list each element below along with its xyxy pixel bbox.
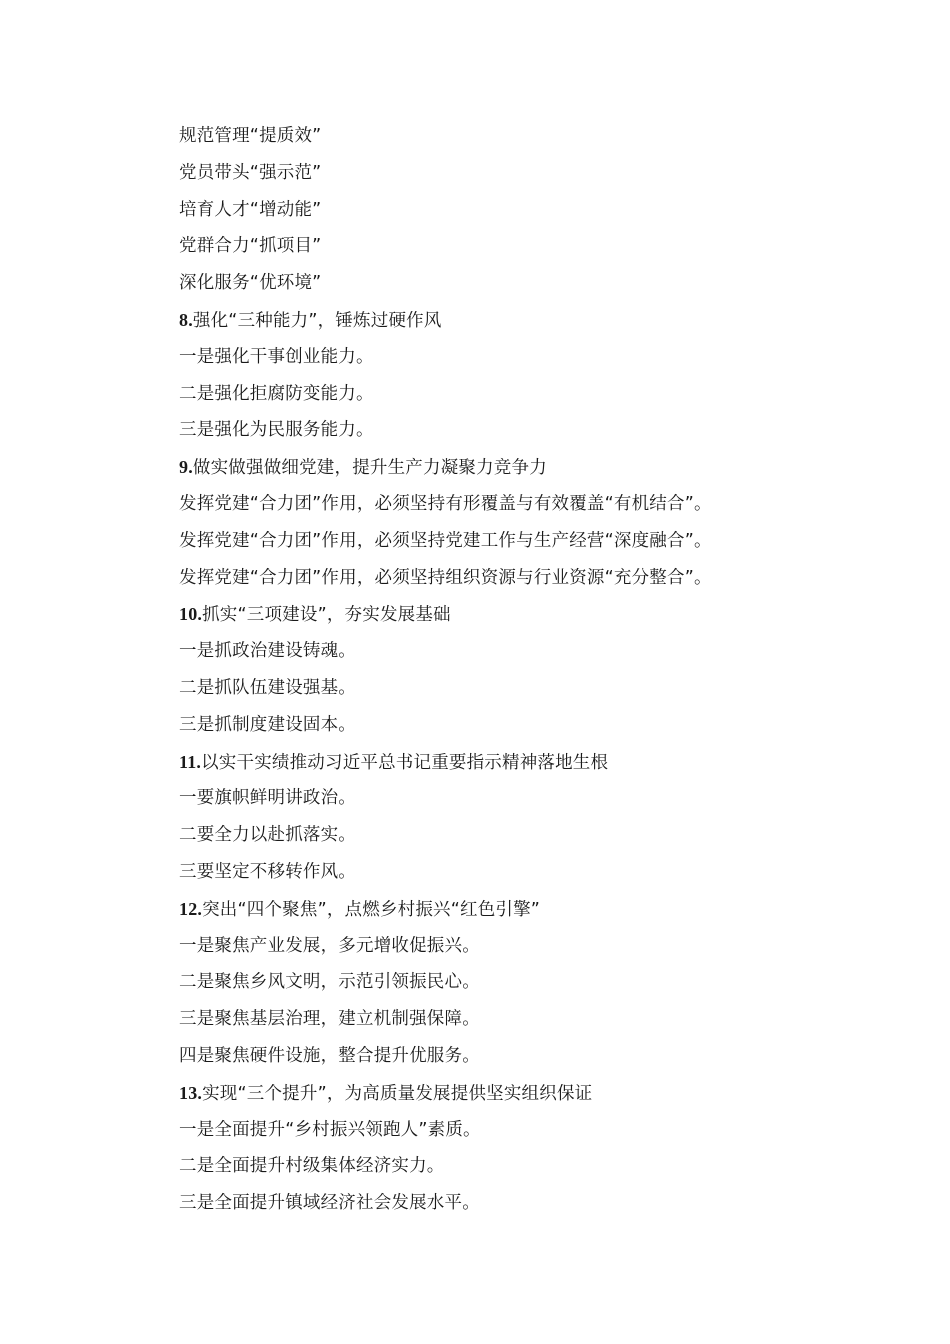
- section-number: 12.: [179, 898, 203, 919]
- section-number: 8.: [179, 309, 193, 330]
- list-item: 一是抓政治建设铸魂。: [179, 641, 356, 662]
- list-item: 党群合力“抓项目”: [179, 236, 322, 257]
- list-item: 三要坚定不移转作风。: [179, 861, 356, 882]
- section-number: 11.: [179, 751, 202, 772]
- list-item: 发挥党建“合力团”作用，必须坚持党建工作与生产经营“深度融合”。: [179, 530, 712, 551]
- section-heading: [179, 744, 899, 781]
- list-item: 一是聚焦产业发展，多元增收促振兴。: [179, 935, 480, 956]
- section-heading: [179, 302, 899, 339]
- document-body: [179, 118, 899, 1222]
- section-title: 强化“三种能力”，锤炼过硬作风: [192, 310, 442, 331]
- list-item: 发挥党建“合力团”作用，必须坚持组织资源与行业资源“充分整合”。: [179, 567, 712, 588]
- list-item: 三是抓制度建设固本。: [179, 714, 356, 735]
- section-heading: [179, 449, 899, 486]
- list-item: 深化服务“优环境”: [179, 273, 322, 294]
- section-number: 13.: [179, 1082, 203, 1103]
- section-title: 做实做强做细党建，提升生产力凝聚力竞争力: [192, 458, 547, 479]
- section-heading: [179, 596, 899, 633]
- list-item: 培育人才“增动能”: [179, 199, 322, 220]
- list-item: 二是聚焦乡风文明，示范引领振民心。: [179, 972, 480, 993]
- list-item: 三是聚焦基层治理，建立机制强保障。: [179, 1009, 480, 1030]
- list-item: 发挥党建“合力团”作用，必须坚持有形覆盖与有效覆盖“有机结合”。: [179, 493, 712, 514]
- list-item: 一是强化干事创业能力。: [179, 346, 374, 367]
- list-item: 四是聚焦硬件设施，整合提升优服务。: [179, 1045, 480, 1066]
- list-item: 规范管理“提质效”: [179, 126, 322, 146]
- list-item: 三是强化为民服务能力。: [179, 420, 374, 441]
- list-item: 二是抓队伍建设强基。: [179, 677, 356, 698]
- list-item: 一要旗帜鲜明讲政治。: [179, 788, 356, 809]
- section-heading: [179, 891, 899, 928]
- section-number: 10.: [179, 604, 203, 625]
- list-item: 党员带头“强示范”: [179, 162, 322, 183]
- section-title: 以实干实绩推动习近平总书记重要指示精神落地生根: [201, 752, 609, 773]
- list-item: 二要全力以赴抓落实。: [179, 825, 356, 846]
- list-item: 一是全面提升“乡村振兴领跑人”素质。: [179, 1119, 481, 1140]
- section-title: 抓实“三项建设”，夯实发展基础: [202, 605, 451, 626]
- list-item: 三是全面提升镇域经济社会发展水平。: [179, 1193, 480, 1214]
- section-heading: [179, 1075, 899, 1112]
- section-title: 突出“四个聚焦”，点燃乡村振兴“红色引擎”: [202, 899, 541, 920]
- list-item: 二是强化拒腐防变能力。: [179, 383, 374, 404]
- list-item: 二是全面提升村级集体经济实力。: [179, 1156, 445, 1177]
- section-number: 9.: [179, 457, 193, 478]
- section-title: 实现“三个提升”，为高质量发展提供坚实组织保证: [202, 1083, 593, 1104]
